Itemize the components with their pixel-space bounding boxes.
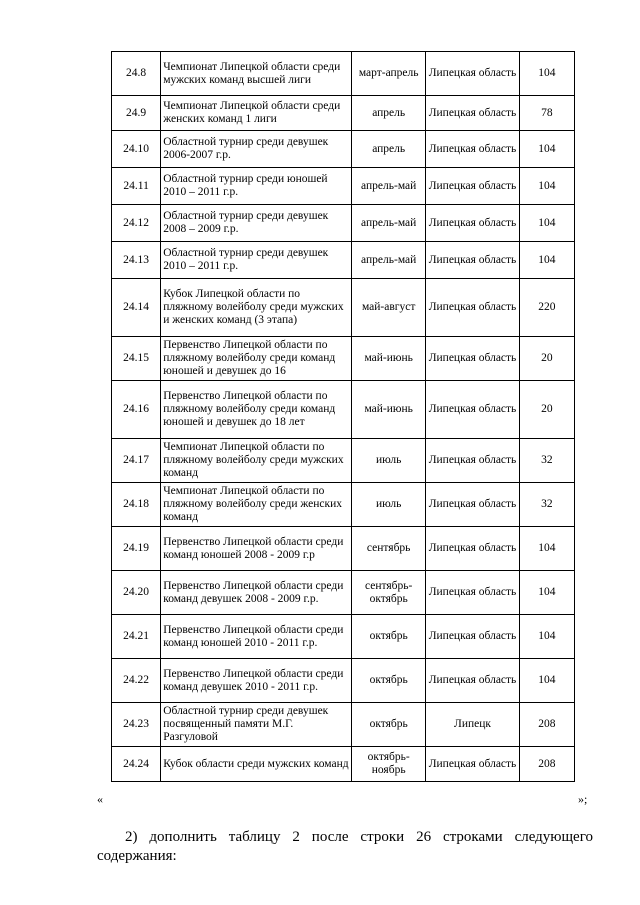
cell-number: 24.8 — [112, 52, 161, 96]
cell-location: Липецкая область — [426, 381, 519, 439]
cell-number: 24.22 — [112, 659, 161, 703]
cell-event-name: Первенство Липецкой области среди команд юношей 2008 - 2009 г.р — [161, 527, 352, 571]
table-row — [112, 483, 575, 527]
cell-participants: 208 — [519, 747, 574, 782]
cell-location: Липецкая область — [426, 168, 519, 205]
cell-number: 24.12 — [112, 205, 161, 242]
cell-number: 24.15 — [112, 337, 161, 381]
cell-event-name: Областной турнир среди девушек 2010 – 2011 г.р. — [161, 242, 352, 279]
cell-number: 24.17 — [112, 439, 161, 483]
cell-participants: 32 — [519, 439, 574, 483]
cell-event-name: Первенство Липецкой области среди команд девушек 2010 - 2011 г.р. — [161, 659, 352, 703]
cell-event-name: Чемпионат Липецкой области среди женских команд 1 лиги — [161, 96, 352, 131]
table-row — [112, 381, 575, 439]
cell-number: 24.24 — [112, 747, 161, 782]
cell-participants: 20 — [519, 337, 574, 381]
cell-dates: июль — [352, 483, 426, 527]
schedule-table-body — [112, 52, 575, 782]
amendment-paragraph: 2) дополнить таблицу 2 после строки 26 строками следующего содержания: — [97, 829, 593, 864]
cell-dates: июль — [352, 439, 426, 483]
table-row — [112, 571, 575, 615]
cell-dates: октябрь — [352, 615, 426, 659]
closing-quote: »; — [578, 792, 588, 806]
cell-dates: октябрь-ноябрь — [352, 747, 426, 782]
cell-participants: 104 — [519, 571, 574, 615]
cell-number: 24.23 — [112, 703, 161, 747]
table-row — [112, 131, 575, 168]
table-row — [112, 279, 575, 337]
cell-location: Липецкая область — [426, 131, 519, 168]
cell-participants: 104 — [519, 168, 574, 205]
cell-dates: март-апрель — [352, 52, 426, 96]
cell-participants: 104 — [519, 615, 574, 659]
cell-dates: сентябрь — [352, 527, 426, 571]
cell-dates: октябрь — [352, 703, 426, 747]
cell-participants: 32 — [519, 483, 574, 527]
cell-dates: апрель-май — [352, 168, 426, 205]
cell-event-name: Областной турнир среди юношей 2010 – 2011 г.р. — [161, 168, 352, 205]
cell-dates: октябрь — [352, 659, 426, 703]
cell-event-name: Первенство Липецкой области по пляжному волейболу среди команд юношей и девушек до 16 — [161, 337, 352, 381]
table-row — [112, 96, 575, 131]
cell-number: 24.18 — [112, 483, 161, 527]
cell-number: 24.14 — [112, 279, 161, 337]
cell-event-name: Первенство Липецкой области среди команд девушек 2008 - 2009 г.р. — [161, 571, 352, 615]
cell-event-name: Областной турнир среди девушек посвященный памяти М.Г. Разгуловой — [161, 703, 352, 747]
cell-location: Липецкая область — [426, 337, 519, 381]
cell-location: Липецкая область — [426, 483, 519, 527]
cell-event-name: Первенство Липецкой области среди команд юношей 2010 - 2011 г.р. — [161, 615, 352, 659]
cell-number: 24.16 — [112, 381, 161, 439]
cell-event-name: Чемпионат Липецкой области среди мужских команд высшей лиги — [161, 52, 352, 96]
table-row — [112, 242, 575, 279]
cell-location: Липецкая область — [426, 96, 519, 131]
cell-location: Липецкая область — [426, 439, 519, 483]
cell-participants: 104 — [519, 131, 574, 168]
cell-event-name: Первенство Липецкой области по пляжному волейболу среди команд юношей и девушек до 18 лет — [161, 381, 352, 439]
table-row — [112, 205, 575, 242]
cell-participants: 78 — [519, 96, 574, 131]
cell-dates: май-июнь — [352, 381, 426, 439]
schedule-table — [111, 51, 575, 782]
cell-event-name: Кубок области среди мужских команд — [161, 747, 352, 782]
cell-participants: 104 — [519, 527, 574, 571]
cell-participants: 104 — [519, 659, 574, 703]
cell-dates: апрель — [352, 131, 426, 168]
cell-participants: 20 — [519, 381, 574, 439]
cell-event-name: Областной турнир среди девушек 2008 – 2009 г.р. — [161, 205, 352, 242]
cell-number: 24.20 — [112, 571, 161, 615]
cell-location: Липецкая область — [426, 615, 519, 659]
cell-dates: май-август — [352, 279, 426, 337]
cell-event-name: Областной турнир среди девушек 2006-2007 г.р. — [161, 131, 352, 168]
cell-location: Липецкая область — [426, 205, 519, 242]
table-row — [112, 439, 575, 483]
cell-participants: 104 — [519, 205, 574, 242]
cell-number: 24.21 — [112, 615, 161, 659]
cell-participants: 208 — [519, 703, 574, 747]
cell-dates: май-июнь — [352, 337, 426, 381]
cell-dates: апрель — [352, 96, 426, 131]
table-row — [112, 615, 575, 659]
cell-location: Липецкая область — [426, 279, 519, 337]
cell-location: Липецкая область — [426, 242, 519, 279]
table-row — [112, 527, 575, 571]
cell-number: 24.10 — [112, 131, 161, 168]
opening-quote: « — [97, 792, 103, 806]
cell-event-name: Чемпионат Липецкой области по пляжному волейболу среди мужских команд — [161, 439, 352, 483]
table-row — [112, 52, 575, 96]
table-row — [112, 659, 575, 703]
cell-dates: апрель-май — [352, 242, 426, 279]
cell-location: Липецкая область — [426, 571, 519, 615]
cell-participants: 104 — [519, 52, 574, 96]
table-row — [112, 747, 575, 782]
cell-dates: сентябрь-октябрь — [352, 571, 426, 615]
cell-location: Липецкая область — [426, 527, 519, 571]
cell-location: Липецкая область — [426, 747, 519, 782]
cell-location: Липецкая область — [426, 52, 519, 96]
cell-event-name: Чемпионат Липецкой области по пляжному волейболу среди женских команд — [161, 483, 352, 527]
cell-location: Липецкая область — [426, 659, 519, 703]
cell-number: 24.13 — [112, 242, 161, 279]
cell-location: Липецк — [426, 703, 519, 747]
cell-dates: апрель-май — [352, 205, 426, 242]
cell-participants: 104 — [519, 242, 574, 279]
cell-number: 24.11 — [112, 168, 161, 205]
cell-participants: 220 — [519, 279, 574, 337]
table-row — [112, 168, 575, 205]
table-row — [112, 703, 575, 747]
cell-number: 24.9 — [112, 96, 161, 131]
cell-number: 24.19 — [112, 527, 161, 571]
table-row — [112, 337, 575, 381]
cell-event-name: Кубок Липецкой области по пляжному волейболу среди мужских и женских команд (3 этапа) — [161, 279, 352, 337]
